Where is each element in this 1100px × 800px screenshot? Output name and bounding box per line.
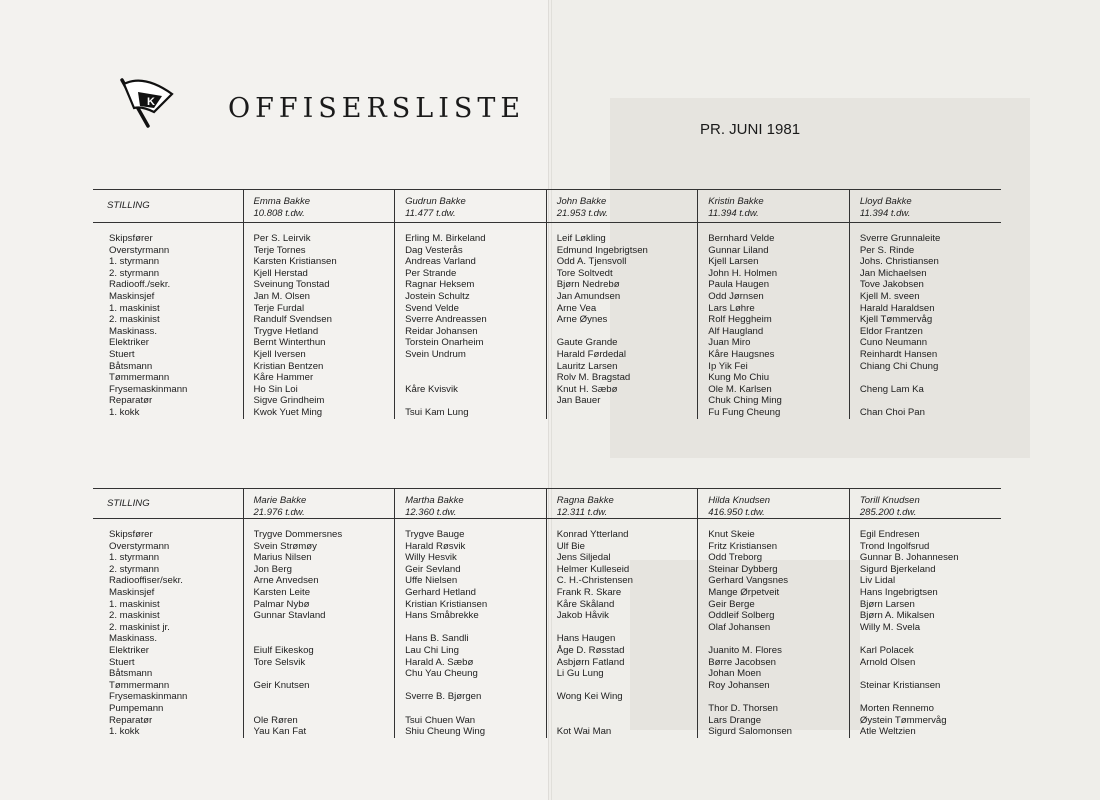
position-label: Radiooffiser/sekr. (109, 575, 183, 587)
crew-name (708, 633, 849, 645)
crew-name: Kåre Hammer (253, 372, 314, 384)
crew-name: Gerhard Vangsnes (708, 575, 789, 587)
crew-name: Jan M. Olsen (253, 290, 311, 302)
crew-name: Trygve Dommersnes (253, 529, 343, 540)
crew-name: Ragnar Heksem (405, 279, 475, 291)
crew-name: Asbjørn Fatland (556, 656, 625, 668)
crew-column (546, 223, 698, 419)
page-title: OFFISERSLISTE (228, 93, 526, 124)
position-label: Reparatør (109, 395, 153, 407)
position-label: Maskinsjef (109, 290, 155, 302)
crew-name: Sverre Grunnaleite (859, 233, 941, 244)
crew-name (860, 372, 1001, 384)
position-label: Tømmermann (109, 372, 170, 384)
crew-name: Ip Yik Fei (708, 360, 748, 372)
crew-name: Atle Weltzien (859, 726, 916, 738)
crew-name: Steinar Dybberg (708, 563, 778, 575)
position-label: Stuert (109, 348, 135, 360)
position-label: Overstyrmann (109, 244, 170, 256)
crew-name: Egil Endresen (859, 529, 920, 540)
crew-name: Kåre Haugsnes (708, 348, 775, 360)
crew-name: Wong Kei Wing (556, 691, 623, 703)
crew-name: Jan Michaelsen (859, 267, 927, 279)
position-label: 1. kokk (109, 726, 140, 738)
crew-name: Chan Choi Pan (859, 406, 925, 418)
crew-name: Trygve Hetland (253, 325, 319, 337)
position-label: Pumpemann (109, 702, 164, 714)
crew-name: Harald Førdedal (556, 348, 627, 360)
crew-name: Rolf Heggheim (708, 314, 772, 326)
crew-name: Steinar Kristiansen (859, 679, 941, 691)
crew-name (860, 668, 1001, 680)
crew-name (405, 622, 546, 634)
crew-name: Tsui Kam Lung (405, 406, 469, 418)
ship-header (395, 190, 547, 223)
crew-name: Bjørn Nedrebø (556, 279, 620, 291)
crew-row (93, 223, 1001, 419)
crew-name: Cuno Neumann (859, 337, 928, 349)
crew-name: Hans Haugen (556, 633, 616, 645)
crew-name: Jens Siljedal (556, 552, 611, 564)
position-label: Stuert (109, 656, 135, 668)
position-label: Elektriker (109, 644, 149, 656)
positions-column (93, 519, 243, 738)
crew-name: Sigurd Bjerkeland (859, 563, 936, 575)
position-label: 1. maskinist (109, 302, 160, 314)
crew-name: Dag Vesterås (405, 244, 463, 256)
crew-name (254, 668, 395, 680)
position-label: Frysemaskinmann (109, 691, 188, 703)
crew-name (708, 691, 849, 703)
crew-name: Arne Anvedsen (253, 575, 319, 587)
crew-name: Arnold Olsen (859, 656, 916, 668)
crew-column (395, 519, 547, 738)
crew-name (557, 680, 698, 692)
ship-name: Emma Bakke (253, 196, 310, 207)
crew-name: Arne Vea (556, 302, 597, 314)
crew-column (546, 519, 698, 738)
stilling-header: STILLING (93, 190, 243, 223)
crew-name: Svein Strømøy (253, 540, 317, 552)
crew-name: Marius Nilsen (253, 552, 312, 564)
crew-name: C. H.-Christensen (556, 575, 633, 587)
crew-name: Cheng Lam Ka (859, 383, 924, 395)
crew-name: Chu Yau Cheung (405, 668, 478, 680)
crew-name: Tore Selsvik (253, 656, 306, 668)
crew-name: Bjørn Larsen (859, 598, 915, 610)
crew-name: Fritz Kristiansen (708, 540, 778, 552)
crew-name: Chuk Ching Ming (708, 395, 782, 407)
crew-name: Geir Sevland (405, 563, 461, 575)
position-label: Tømmermann (109, 679, 170, 691)
crew-name: Lauritz Larsen (556, 360, 618, 372)
crew-name: Lau Chi Ling (405, 644, 459, 656)
crew-name: Svein Undrum (405, 348, 466, 360)
crew-name: Hans Ingebrigtsen (859, 586, 938, 598)
crew-name: Sigve Grindheim (253, 395, 325, 407)
crew-name: Karl Polacek (859, 644, 914, 656)
crew-name: Alf Haugland (708, 325, 764, 337)
crew-column (849, 223, 1001, 419)
crew-name: Gunnar B. Johannesen (859, 552, 959, 564)
position-label: Båtsmann (109, 360, 153, 372)
crew-name: Karsten Kristiansen (253, 256, 337, 268)
crew-name: Chiang Chi Chung (859, 360, 939, 372)
crew-name: Børre Jacobsen (708, 656, 776, 668)
crew-name: Lars Løhre (708, 302, 755, 314)
logo-letter: K (147, 96, 155, 108)
positions-column (93, 223, 243, 419)
crew-name: Geir Berge (708, 598, 755, 610)
crew-name: Tsui Chuen Wan (405, 714, 476, 726)
crew-name: Jostein Schultz (405, 290, 470, 302)
crew-name: Reidar Johansen (405, 325, 478, 337)
position-label: 2. maskinist (109, 314, 160, 326)
crew-name (254, 622, 395, 634)
crew-name (557, 703, 698, 715)
crew-name: Fu Fung Cheung (708, 406, 781, 418)
crew-name (860, 691, 1001, 703)
crew-name: Sverre B. Bjørgen (405, 691, 482, 703)
crew-name: Jon Berg (253, 563, 292, 575)
crew-name: Yau Kan Fat (253, 726, 307, 738)
crew-name: Odd Treborg (708, 552, 763, 564)
crew-name: Per S. Rinde (859, 244, 915, 256)
crew-name: Sigurd Salomonsen (708, 726, 793, 738)
crew-name: Kung Mo Chiu (708, 372, 770, 384)
crew-name (405, 372, 546, 384)
ship-name: Kristin Bakke (708, 196, 764, 207)
crew-name: Gaute Grande (556, 337, 618, 349)
flag-logo-icon (118, 78, 180, 134)
crew-column (395, 223, 547, 419)
crew-name: Kristian Kristiansen (405, 598, 488, 610)
ship-header (243, 489, 395, 519)
crew-row (93, 519, 1001, 738)
position-label: 2. styrmann (109, 563, 160, 575)
crew-name: Palmar Nybø (253, 598, 310, 610)
crew-name (405, 703, 546, 715)
crew-name (557, 407, 698, 419)
ship-name: Gudrun Bakke (405, 196, 466, 207)
crew-name: Kjell M. sveen (859, 290, 920, 302)
ship-header (698, 190, 850, 223)
ship-tonnage: 11.477 t.dw. (405, 207, 456, 219)
crew-name: Harald Haraldsen (859, 302, 935, 314)
position-label: 1. maskinist (109, 598, 160, 610)
ship-name: Martha Bakke (405, 495, 464, 506)
crew-column (698, 223, 850, 419)
crew-name: Terje Furdal (253, 302, 305, 314)
crew-name: Willy M. Svela (859, 621, 921, 633)
crew-column (849, 519, 1001, 738)
crew-name: Eldor Frantzen (859, 325, 923, 337)
crew-name: Knut H. Sæbø (556, 383, 618, 395)
crew-name (405, 395, 546, 407)
ship-tonnage: 11.394 t.dw. (859, 207, 911, 219)
position-label: Reparatør (109, 714, 153, 726)
position-label: Båtsmann (109, 668, 153, 680)
crew-name: Geir Knutsen (253, 679, 310, 691)
crew-name: Oddleif Solberg (708, 610, 775, 622)
crew-name: Gerhard Hetland (405, 586, 477, 598)
position-label: 2. maskinist jr. (109, 621, 170, 633)
crew-name: Bernhard Velde (708, 233, 775, 244)
ship-name: Hilda Knudsen (708, 495, 771, 506)
position-label: 1. styrmann (109, 256, 160, 268)
crew-name: Bernt Winterthun (253, 337, 326, 349)
ship-tonnage: 11.394 t.dw. (708, 207, 759, 219)
crew-name: Ulf Bie (556, 540, 585, 552)
crew-name: Bjørn A. Mikalsen (859, 610, 935, 622)
crew-name: Harald Røsvik (405, 540, 466, 552)
crew-name: Johan Moen (708, 668, 762, 680)
crew-name: Roy Johansen (708, 679, 770, 691)
ship-header (546, 489, 698, 519)
crew-name: Jan Bauer (556, 395, 601, 407)
crew-name: Kjell Herstad (253, 267, 308, 279)
crew-name: Kjell Tømmervåg (859, 314, 933, 326)
crew-name: Liv Lidal (859, 575, 896, 587)
crew-name: Juanito M. Flores (708, 644, 782, 656)
crew-name (557, 622, 698, 634)
crew-name: Li Gu Lung (556, 668, 604, 680)
position-label: Frysemaskinmann (109, 383, 188, 395)
ship-header (395, 489, 547, 519)
header-row (93, 489, 1001, 519)
crew-name (405, 361, 546, 373)
crew-name (860, 633, 1001, 645)
crew-name: Jan Amundsen (556, 290, 621, 302)
position-label: Maskinass. (109, 633, 157, 645)
crew-name: Edmund Ingebrigtsen (556, 244, 648, 256)
ship-tonnage: 416.950 t.dw. (708, 506, 765, 518)
crew-name: Olaf Johansen (708, 621, 771, 633)
ship-header (243, 190, 395, 223)
ship-tonnage: 21.976 t.dw. (253, 506, 305, 518)
crew-name: Thor D. Thorsen (708, 702, 778, 714)
crew-name: Kjell Iversen (253, 348, 306, 360)
officer-table-1 (93, 189, 1001, 419)
crew-name: Jakob Håvik (556, 610, 609, 622)
crew-column (243, 519, 395, 738)
crew-name: Willy Hesvik (405, 552, 457, 564)
crew-name: Uffe Nielsen (405, 575, 458, 587)
crew-name: Karsten Leite (253, 586, 311, 598)
crew-name: John H. Holmen (708, 267, 778, 279)
crew-name: Arne Øynes (556, 314, 608, 326)
crew-name: Sveinung Tonstad (253, 279, 330, 291)
stilling-header: STILLING (93, 489, 243, 519)
crew-name: Harald A. Sæbø (405, 656, 474, 668)
ship-tonnage: 285.200 t.dw. (859, 506, 917, 518)
crew-name (405, 680, 546, 692)
position-label: 2. maskinist (109, 610, 160, 622)
officer-table-2 (93, 488, 1001, 738)
crew-name: Rolv M. Bragstad (556, 372, 631, 384)
crew-name: Sverre Andreassen (405, 314, 487, 326)
crew-name: Kristian Bentzen (253, 360, 324, 372)
crew-name: Andreas Varland (405, 256, 476, 268)
crew-name: Trond Ingolfsrud (859, 540, 930, 552)
ship-name: John Bakke (556, 196, 607, 207)
crew-name: Per Strande (405, 267, 457, 279)
ship-tonnage: 12.360 t.dw. (405, 506, 457, 518)
crew-name: Kjell Larsen (708, 256, 759, 268)
crew-name: Tore Soltvedt (556, 267, 613, 279)
crew-name: Konrad Ytterland (556, 529, 629, 540)
ship-tonnage: 12.311 t.dw. (556, 506, 608, 518)
position-label: Skipsfører (109, 233, 153, 244)
position-label: Skipsfører (109, 529, 153, 540)
crew-column (698, 519, 850, 738)
position-label: Overstyrmann (109, 540, 170, 552)
position-label: 1. kokk (109, 406, 140, 418)
ship-name: Lloyd Bakke (859, 196, 912, 207)
crew-name: Reinhardt Hansen (859, 348, 938, 360)
ship-name: Ragna Bakke (556, 495, 614, 506)
crew-column (243, 223, 395, 419)
crew-name: Tove Jakobsen (859, 279, 924, 291)
crew-name: Leif Løkling (556, 233, 606, 244)
crew-name (254, 703, 395, 715)
crew-name (860, 395, 1001, 407)
crew-name: Ho Sin Loi (253, 383, 298, 395)
date-label: PR. JUNI 1981 (700, 121, 801, 138)
crew-name: Svend Velde (405, 302, 459, 314)
position-label: Radiooff./sekr. (109, 279, 171, 291)
ship-header (546, 190, 698, 223)
crew-name: Hans B. Sandli (405, 633, 469, 645)
crew-name: Ole M. Karlsen (708, 383, 772, 395)
crew-name: Helmer Kulleseid (556, 563, 630, 575)
crew-name: Knut Skeie (708, 529, 755, 540)
ship-name: Torill Knudsen (859, 495, 920, 506)
crew-name: Johs. Christiansen (859, 256, 939, 268)
ship-header (698, 489, 850, 519)
crew-name: Erling M. Birkeland (405, 233, 486, 244)
crew-name: Terje Tornes (253, 244, 306, 256)
crew-name: Kot Wai Man (556, 726, 612, 738)
crew-name: Hans Småbrekke (405, 610, 479, 622)
crew-name (254, 691, 395, 703)
position-label: Maskinsjef (109, 586, 155, 598)
crew-name (557, 326, 698, 338)
crew-name: Gunnar Liland (708, 244, 769, 256)
crew-name: Randulf Svendsen (253, 314, 332, 326)
crew-name: Morten Rennemo (859, 702, 934, 714)
position-label: 2. styrmann (109, 267, 160, 279)
crew-name: Paula Haugen (708, 279, 770, 291)
crew-name: Juan Miro (708, 337, 751, 349)
position-label: Elektriker (109, 337, 149, 349)
crew-name: Lars Drange (708, 714, 762, 726)
ship-tonnage: 21.953 t.dw. (556, 207, 608, 219)
ship-header (849, 190, 1001, 223)
position-label: Maskinass. (109, 325, 157, 337)
crew-name: Kwok Yuet Ming (253, 406, 323, 418)
crew-name: Åge D. Røsstad (556, 644, 625, 656)
crew-name: Ole Røren (253, 714, 298, 726)
crew-name (557, 715, 698, 727)
crew-name: Frank R. Skare (556, 586, 622, 598)
crew-name: Torstein Onarheim (405, 337, 484, 349)
crew-name: Odd A. Tjensvoll (556, 256, 627, 268)
crew-name (254, 633, 395, 645)
crew-name: Trygve Bauge (405, 529, 465, 540)
crew-name: Mange Ørpetveit (708, 586, 780, 598)
crew-name: Shiu Cheung Wing (405, 726, 486, 738)
crew-name: Eiulf Eikeskog (253, 644, 314, 656)
crew-name: Odd Jørnsen (708, 290, 764, 302)
crew-name: Kåre Kvisvik (405, 383, 458, 395)
ship-tonnage: 10.808 t.dw. (253, 207, 305, 219)
ship-header (849, 489, 1001, 519)
crew-name: Per S. Leirvik (253, 233, 311, 244)
crew-name: Øystein Tømmervåg (859, 714, 947, 726)
ship-name: Marie Bakke (253, 495, 307, 506)
position-label: 1. styrmann (109, 552, 160, 564)
crew-name: Gunnar Stavland (253, 610, 326, 622)
crew-name: Kåre Skåland (556, 598, 615, 610)
header-row (93, 190, 1001, 223)
